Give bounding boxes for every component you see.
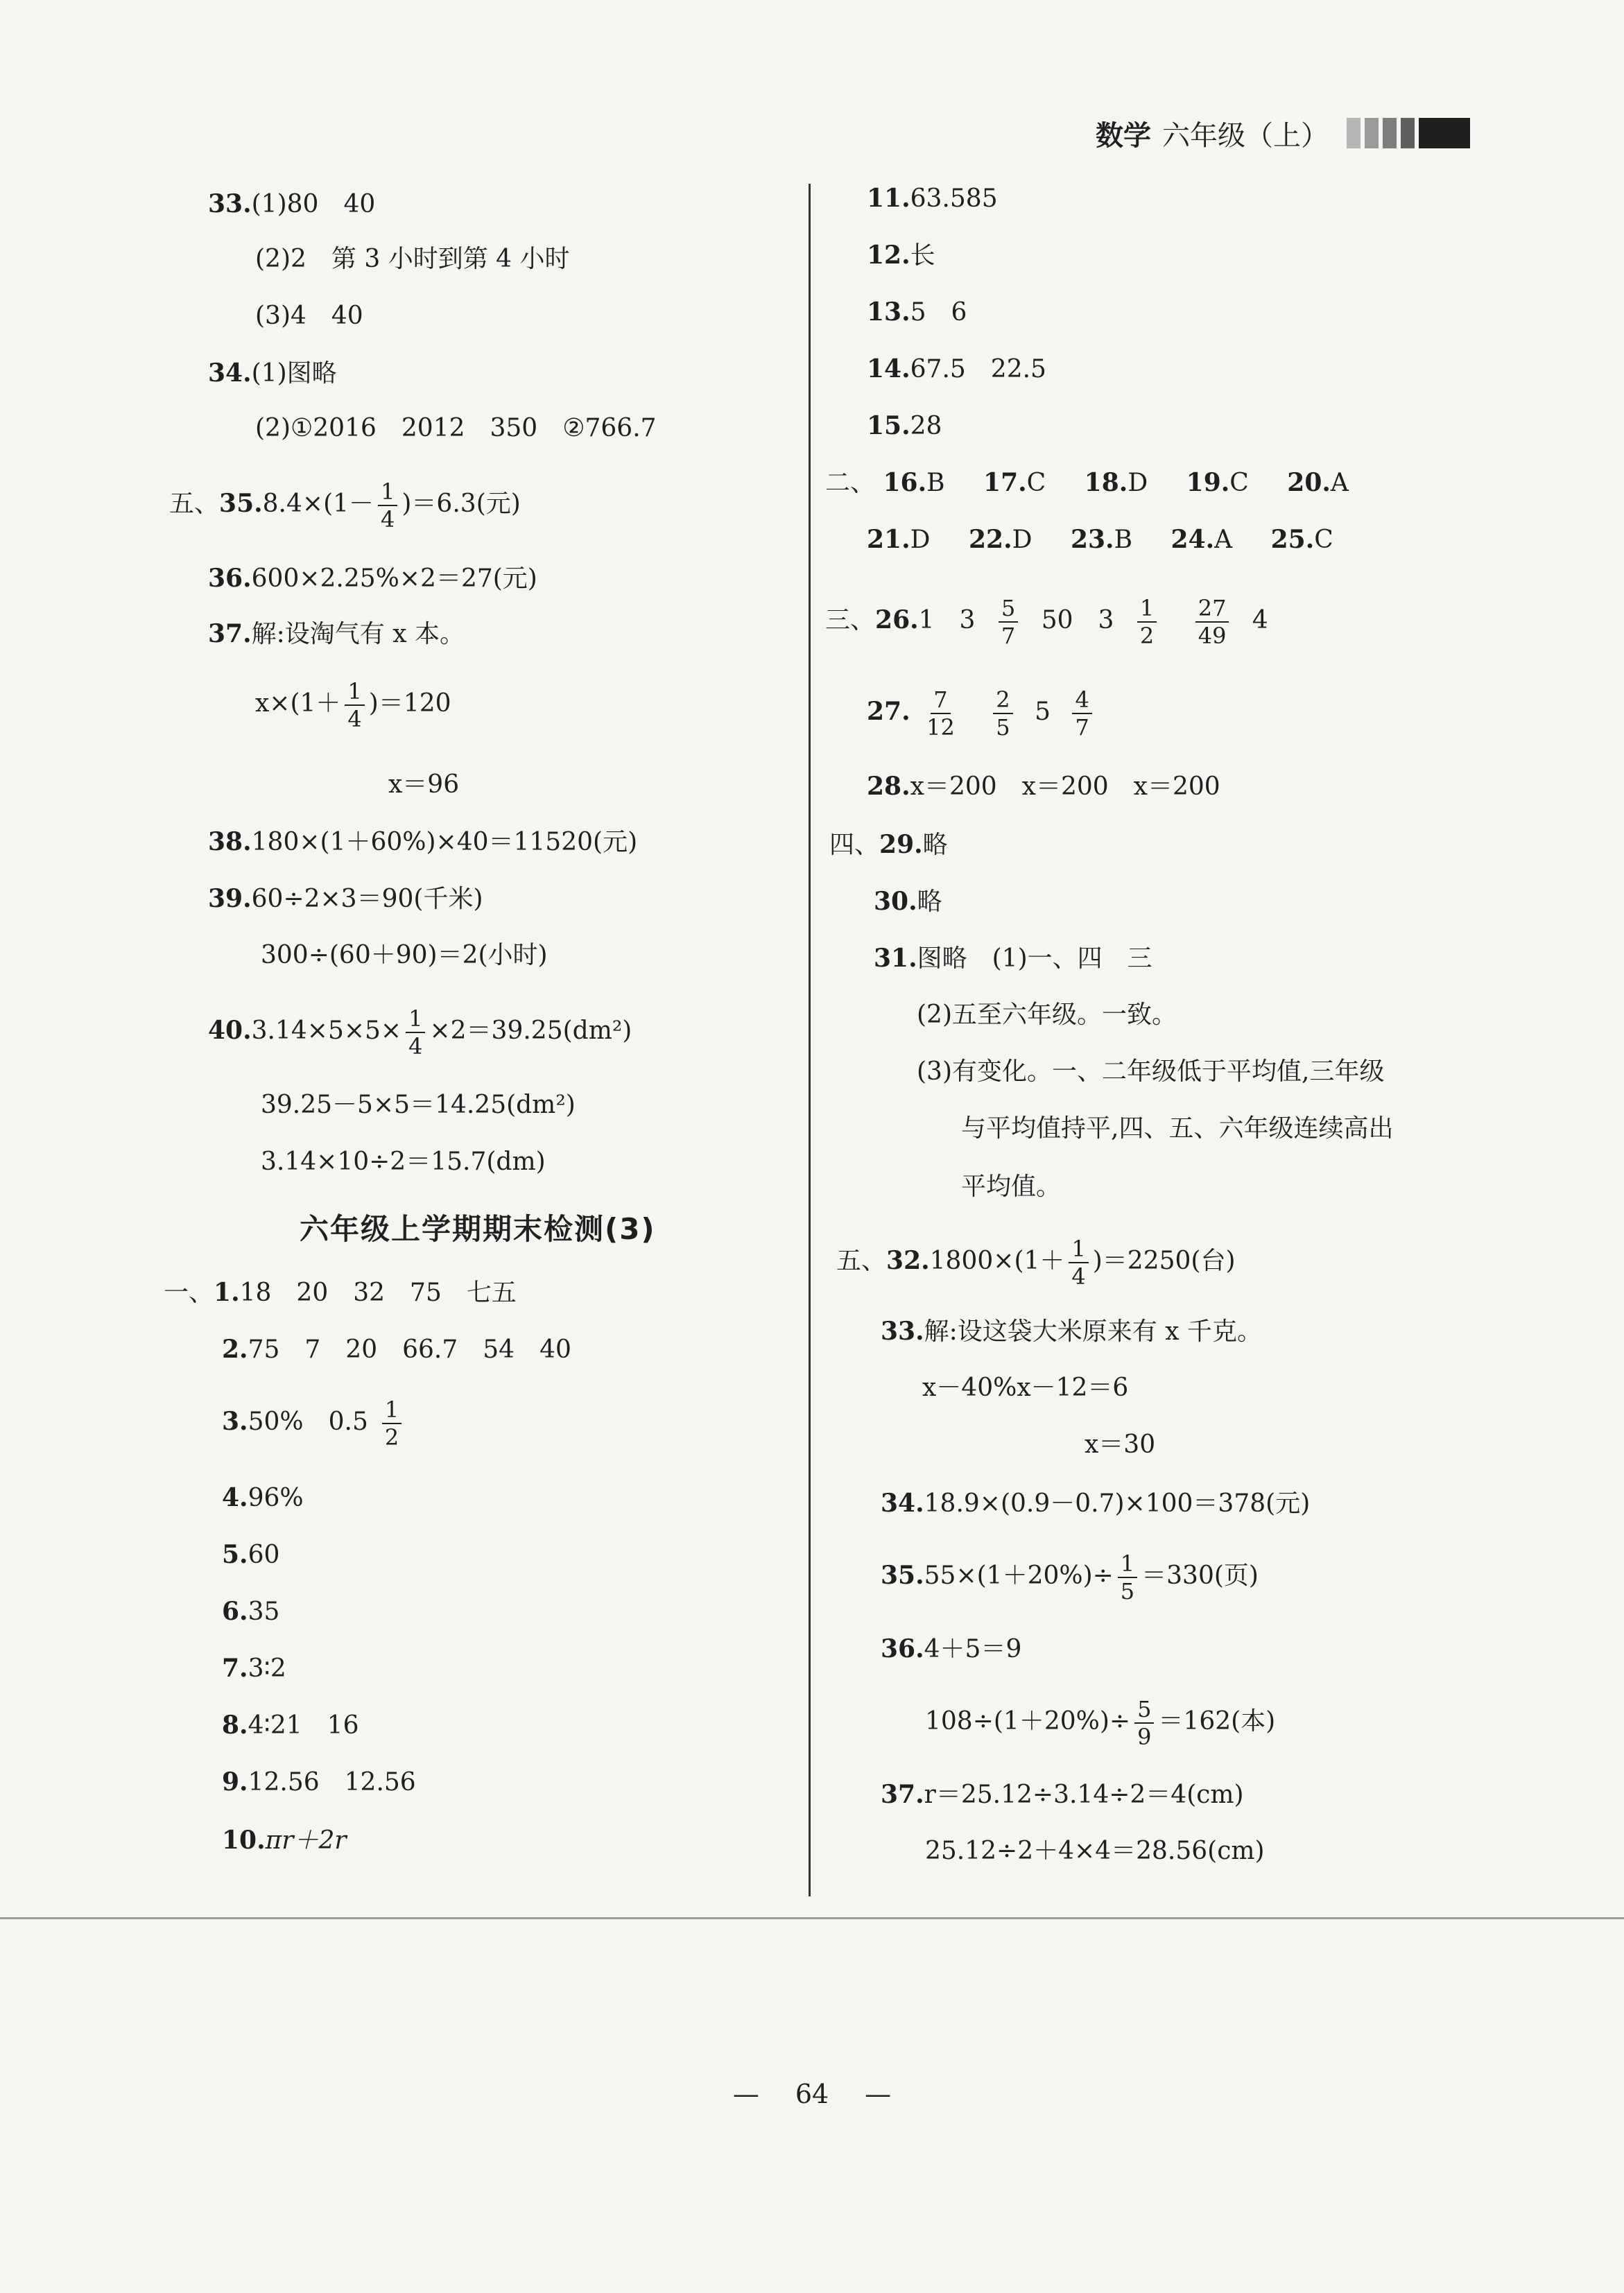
fraction: $\frac{1}{4}$ [406,1005,425,1059]
answer-s7: 7.3∶2 [222,1654,286,1683]
header-block [1365,118,1379,148]
page-number-dash-left: — [732,2079,759,2109]
header-block [1401,118,1415,148]
fraction: $\frac{5}{7}$ [999,595,1018,649]
fraction: $\frac{2}{5}$ [993,686,1012,741]
answer-40-a: 40.3.14×5×5× $\frac{1}{4}$ ×2＝39.25(dm²) [208,1005,632,1059]
answer-37r-a: 37.r＝25.12÷3.14÷2＝4(cm) [881,1780,1244,1809]
answer-36: 36.600×2.25%×2＝27(元) [208,564,537,593]
answer-s6: 6.35 [222,1597,280,1626]
answer-34-a: 34.(1)图略 [208,358,337,388]
page-number [0,2079,1624,2109]
header-block-wide [1419,118,1470,148]
header-decoration-blocks [1347,118,1470,148]
answer-36r-b: 108÷(1＋20%)÷ $\frac{5}{9}$ ＝162(本) [925,1696,1276,1750]
answer-38: 38.180×(1＋60%)×40＝11520(元) [208,827,638,856]
fraction: $\frac{1}{2}$ [382,1396,401,1451]
answer-39-b: 300÷(60＋90)＝2(小时) [261,941,548,969]
page-number-value: 64 [795,2079,829,2109]
answer-s5: 5.60 [222,1540,280,1569]
answer-s1: 一、1.18 20 32 75 七五 [164,1278,517,1307]
header-block [1347,118,1360,148]
answer-27: 27. $\frac{7}{12}$ $\frac{2}{5}$ 5 $\frac{4}{7}$ [867,686,1106,741]
answer-s8: 8.4∶21 16 [222,1711,359,1740]
answer-21-25: 21.D 22.D 23.B 24.A 25.C [867,525,1333,554]
answer-12: 12.长 [867,241,935,270]
fraction: $\frac{1}{2}$ [1137,595,1157,649]
answer-35r: 35.55×(1＋20%)÷ $\frac{1}{5}$ ＝330(页) [881,1550,1259,1604]
answer-15: 15.28 [867,411,942,440]
answer-37r-b: 25.12÷2＋4×4＝28.56(cm) [925,1837,1265,1865]
footer-rule [0,1917,1624,1919]
answer-13: 13.5 6 [867,297,967,327]
answer-34-b: (2)①2016 2012 350 ②766.7 [255,414,657,442]
answer-11: 11.63.585 [867,184,998,213]
answer-s10: 10.πr＋2r [222,1826,347,1855]
answer-16-20: 二、 16.B 17.C 18.D 19.C 20.A [825,468,1349,497]
answer-40-b: 39.25－5×5＝14.25(dm²) [261,1091,576,1119]
fraction: $\frac{27}{49}$ [1195,595,1229,649]
page-header [1096,111,1470,155]
answer-s2: 2.75 7 20 66.7 54 40 [222,1335,571,1364]
answer-s9: 9.12.56 12.56 [222,1767,416,1797]
answer-33-c: (3)4 40 [255,302,363,330]
section-title: 六年级上学期期末检测(3) [300,1212,656,1246]
fraction: $\frac{1}{4}$ [1069,1236,1088,1290]
answer-39-a: 39.60÷2×3＝90(千米) [208,884,483,913]
answer-33r-a: 33.解:设这袋大米原来有 x 千克。 [881,1317,1262,1346]
answer-37-c: x＝96 [388,770,460,799]
page-number-dash-right: — [865,2079,892,2109]
answer-30: 30.略 [874,887,942,916]
answer-35: 五、35.8.4×(1－ $\frac{1}{4}$ )＝6.3(元) [169,478,521,533]
answer-s3: 3.50% 0.5 $\frac{1}{2}$ [222,1396,406,1451]
fraction: $\frac{1}{5}$ [1118,1550,1137,1604]
answer-37-a: 37.解:设淘气有 x 本。 [208,619,465,648]
fraction: $\frac{4}{7}$ [1072,686,1091,741]
answer-29: 四、29.略 [829,830,948,859]
fraction: $\frac{1}{4}$ [345,678,364,732]
answer-40-c: 3.14×10÷2＝15.7(dm) [261,1148,546,1176]
fraction: $\frac{7}{12}$ [926,686,955,741]
answer-37-b: x×(1＋ $\frac{1}{4}$ )＝120 [255,678,451,732]
column-divider [809,184,811,1896]
answer-33r-c: x＝30 [1085,1430,1156,1459]
answer-32: 五、32.1800×(1＋ $\frac{1}{4}$ )＝2250(台) [836,1236,1236,1290]
header-block [1383,118,1397,148]
answer-31-a: 31.图略 (1)一、四 三 [874,944,1152,973]
fraction: $\frac{5}{9}$ [1134,1696,1154,1750]
answer-33-a: 33.(1)80 40 [208,189,376,218]
answer-31-c: (3)有变化。一、二年级低于平均值,三年级 [917,1057,1385,1086]
answer-14: 14.67.5 22.5 [867,354,1046,383]
answer-31-b: (2)五至六年级。一致。 [917,1001,1177,1029]
header-subject: 数学 [1096,119,1151,152]
fraction: $\frac{1}{4}$ [378,478,397,533]
answer-26: 三、26.1 3 $\frac{5}{7}$ 50 3 $\frac{1}{2}$ $\frac{27}{49}$ 4 [825,595,1268,649]
answer-31-d: 与平均值持平,四、五、六年级连续高出 [961,1114,1394,1143]
answer-28: 28.x＝200 x＝200 x＝200 [867,772,1220,801]
answer-33-b: (2)2 第 3 小时到第 4 小时 [255,245,570,273]
answer-s4: 4.96% [222,1483,304,1512]
header-grade: 六年级（上） [1162,119,1329,152]
answer-33r-b: x－40%x－12＝6 [922,1374,1129,1402]
answer-31-e: 平均值。 [961,1173,1062,1201]
answer-36r-a: 36.4＋5＝9 [881,1634,1022,1663]
answer-34r: 34.18.9×(0.9－0.7)×100＝378(元) [881,1489,1311,1518]
